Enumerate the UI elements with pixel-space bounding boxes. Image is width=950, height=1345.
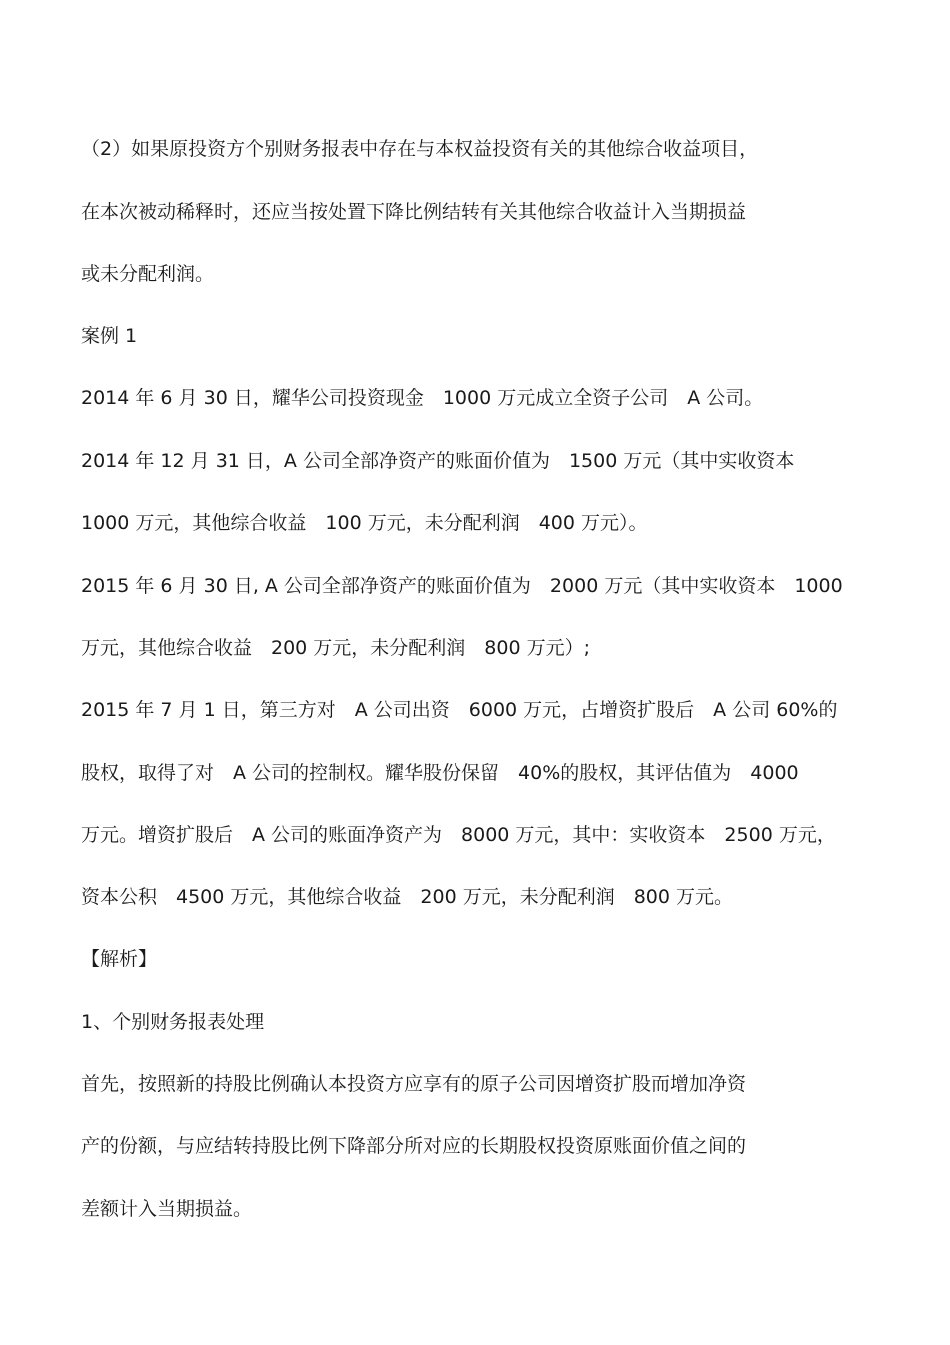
section-heading: 案例 1 <box>81 325 138 347</box>
paragraph-line: 产的份额，与应结转持股比例下降部分所对应的长期股权投资原账面价值之间的 <box>81 1135 747 1157</box>
paragraph-line: 在本次被动稀释时，还应当按处置下降比例结转有关其他综合收益计入当期损益 <box>81 201 747 223</box>
paragraph-line: 首先，按照新的持股比例确认本投资方应享有的原子公司因增资扩股而增加净资 <box>81 1073 747 1095</box>
paragraph-line: 2014 年 6 月 30 日，耀华公司投资现金 1000 万元成立全资子公司 A 公司。 <box>81 387 764 409</box>
paragraph-line: （2）如果原投资方个别财务报表中存在与本权益投资有关的其他综合收益项目， <box>81 138 759 160</box>
paragraph-line: 或未分配利润。 <box>81 263 215 285</box>
paragraph-line: 1000 万元，其他综合收益 100 万元，未分配利润 400 万元）。 <box>81 512 648 534</box>
paragraph-line: 资本公积 4500 万元，其他综合收益 200 万元，未分配利润 800 万元。 <box>81 886 734 908</box>
paragraph-line: 万元，其他综合收益 200 万元，未分配利润 800 万元）; <box>81 637 591 659</box>
paragraph-line: 差额计入当期损益。 <box>81 1198 253 1220</box>
paragraph-line: 2015 年 7 月 1 日，第三方对 A 公司出资 6000 万元，占增资扩股后 A 公司 60%的 <box>81 699 838 721</box>
subsection-heading: 1、个别财务报表处理 <box>81 1011 265 1033</box>
paragraph-line: 2015 年 6 月 30 日, A 公司全部净资产的账面价值为 2000 万元（其中实收资本 1000 <box>81 575 843 597</box>
section-heading: 【解析】 <box>81 948 158 970</box>
paragraph-line: 万元。增资扩股后 A 公司的账面净资产为 8000 万元，其中：实收资本 2500 万元， <box>81 824 836 846</box>
paragraph-line: 股权，取得了对 A 公司的控制权。耀华股份保留 40%的股权，其评估值为 4000 <box>81 762 799 784</box>
paragraph-line: 2014 年 12 月 31 日，A 公司全部净资产的账面价值为 1500 万元（其中实收资本 <box>81 450 795 472</box>
